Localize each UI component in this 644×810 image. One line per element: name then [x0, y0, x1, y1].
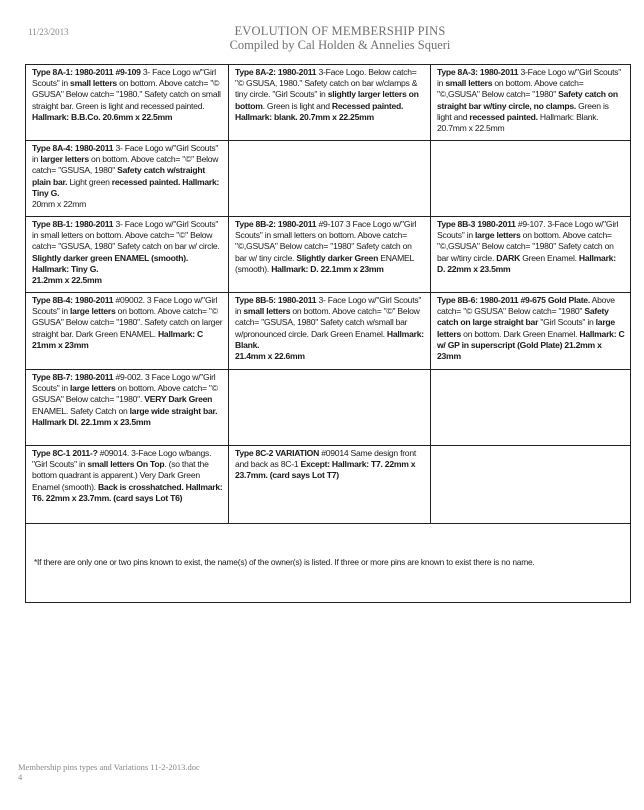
footer-doc-name: Membership pins types and Variations 11-2-2013.doc [18, 762, 200, 772]
pin-cell-8a-3: Type 8A-3: 1980-2011 3-Face Logo w/"Girl Scouts" in small letters on bottom. Above catch= "©,GSUSA" Below catch= "1980" Safety catch on straight bar w/tiny circle, no clamps. Green is light and recessed painted. Hallmark: Blank. 20.7mm x 22.5mm [431, 65, 631, 141]
pin-cell-8b-4: Type 8B-4: 1980-2011 #09002. 3 Face Logo w/"Girl Scouts" in large letters on bottom. Above catch= "© GSUSA" Below catch= "1980". Safety catch on larger straight bar. Dark Green ENAMEL. Hallmark: C 21mm x 23mm [26, 293, 229, 370]
table-row [26, 217, 631, 293]
table-row [26, 141, 631, 217]
page-footer [18, 762, 200, 782]
document-title: EVOLUTION OF MEMBERSHIP PINS [234, 24, 446, 38]
header-date: 11/23/2013 [28, 27, 69, 37]
pin-cell-8b-5: Type 8B-5: 1980-2011 3- Face Logo w/"Girl Scouts" in small letters on bottom. Above catch= "©" Below catch= "GSUSA, 1980" Safety catch w/small bar w/pronounced circle. Dark Green Enamel. Hallmark: Blank. 21.4mm x 22.6mm [229, 293, 431, 370]
pin-cell-8c-2: Type 8C-2 VARIATION #09014 Same design front and back as 8C-1 Except: Hallmark: T7. 22mm x 23.7mm. (card says Lot T7) [229, 446, 431, 524]
pin-cell-8b-7: Type 8B-7: 1980-2011 #9-002. 3 Face Logo w/"Girl Scouts" in large letters on bottom. Above catch= "© GSUSA" Below catch= "1980". VERY Dark Green ENAMEL. Safety Catch on large wide straight bar. Hallmark DI. 22.1mm x 23.5mm [26, 370, 229, 446]
empty-cell [229, 370, 431, 446]
pin-cell-8a-1: Type 8A-1: 1980-2011 #9-109 3- Face Logo w/"Girl Scouts" in small letters on bottom. Above catch= "© GSUSA" Below catch= "1980." Safety catch on small straight bar. Green is light and recessed painted. Hallmark: B.B.Co. 20.6mm x 22.5mm [26, 65, 229, 141]
pin-cell-8b-6: Type 8B-6: 1980-2011 #9-675 Gold Plate. Above catch= "© GSUSA" Below catch= "1980" Safety catch on large straight bar "Girl Scouts" in large letters on bottom. Dark Green Enamel. Hallmark: C w/ GP in superscript (Gold Plate) 21.2mm x 23mm [431, 293, 631, 370]
table-row [26, 446, 631, 524]
pin-cell-8a-2: Type 8A-2: 1980-2011 3-Face Logo. Below catch= "© GSUSA, 1980." Safety catch on bar w/clamps & tiny circle. "Girl Scouts" in slightly larger letters on bottom. Green is light and Recessed painted. Hallmark: blank. 20.7mm x 22.25mm [229, 65, 431, 141]
pin-cell-8b-2: Type 8B-2: 1980-2011 #9-107 3 Face Logo w/"Girl Scouts" in small letters on bottom. Above catch= "©,GSUSA" Below catch= "1980" Safety catch on bar w/ tiny circle. Slightly darker Green ENAMEL (smooth). Hallmark: D. 22.1mm x 23mm [229, 217, 431, 293]
table-row [26, 524, 631, 603]
pin-cell-8c-1: Type 8C-1 2011-? #09014. 3-Face Logo w/bangs. "Girl Scouts" in small letters On Top. (so that the bottom quadrant is apparent.) Very Dark Green Enamel (smooth). Back is crosshatched. Hallmark: T6. 22mm x 23.7mm. (card says Lot T6) [26, 446, 229, 524]
document-title-block [140, 24, 540, 52]
footer-page-number: 4 [18, 772, 23, 782]
table-row [26, 293, 631, 370]
table-row [26, 65, 631, 141]
pin-cell-8a-4: Type 8A-4: 1980-2011 3- Face Logo w/"Girl Scouts" in larger letters on bottom. Above catch= "©" Below catch= "GSUSA, 1980" Safety catch w/straight plain bar. Light green recessed painted. Hallmark: Tiny G. 20mm x 22mm [26, 141, 229, 217]
pins-table [25, 64, 631, 603]
document-subtitle: Compiled by Cal Holden & Annelies Squeri [229, 38, 451, 52]
empty-cell [431, 370, 631, 446]
empty-cell [431, 446, 631, 524]
empty-cell [431, 141, 631, 217]
pin-cell-8b-1: Type 8B-1: 1980-2011 3- Face Logo w/"Girl Scouts" in small letters on bottom. Above catch= "©" Below catch= "GSUSA, 1980" Safety catch on bar w/ circle. Slightly darker green ENAMEL (smooth). Hallmark: Tiny G. 21.2mm x 22.5mm [26, 217, 229, 293]
footnote: *If there are only one or two pins known to exist, the name(s) of the owner(s) is listed. If three or more pins are known to exist there is no name. [26, 524, 631, 603]
empty-cell [229, 141, 431, 217]
pin-cell-8b-3: Type 8B-3 1980-2011 #9-107. 3-Face Logo w/"Girl Scouts" in large letters on bottom. Above catch= "©,GSUSA" Below catch= "1980" Safety catch on bar w/tiny circle. DARK Green Enamel. Hallmark: D. 22mm x 23.5mm [431, 217, 631, 293]
table-row [26, 370, 631, 446]
